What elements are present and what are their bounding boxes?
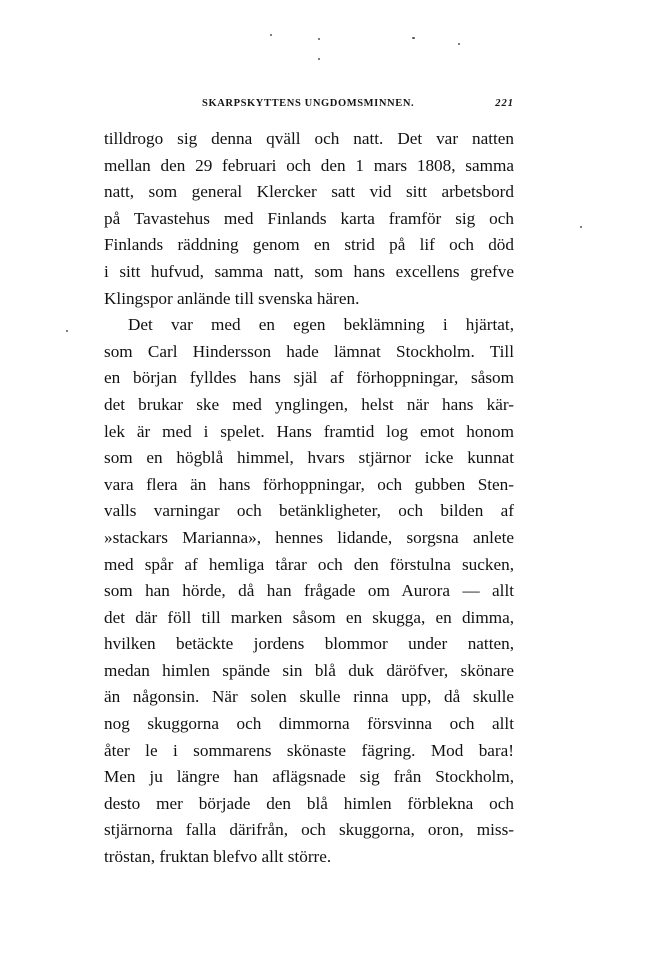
scan-speck [270,34,272,36]
text-line: Klingspor anlände till svenska hären. [104,288,360,308]
text-line: Finlands räddning genom en strid på lif och död [104,235,514,255]
scan-speck [458,43,460,45]
text-line: som en högblå himmel, hvars stjärnor icke kunnat [104,448,514,468]
text-line: på Tavastehus med Finlands karta framför sig och [104,208,514,228]
text-line: tröstan, fruktan blefvo allt större. [104,847,332,867]
text-line: mellan den 29 februari och den 1 mars 1808, samma [104,155,514,175]
text-line: än någonsin. När solen skulle rinna upp, då skulle [104,687,514,707]
text-line: en början fylldes hans själ af förhoppningar, såsom [104,368,514,388]
text-line: i sitt hufvud, samma natt, som hans excellens grefve [104,261,514,281]
text-line: som Carl Hindersson hade lämnat Stockholm. Till [104,341,514,361]
text-line: det brukar ske med ynglingen, helst när hans kär- [104,394,514,414]
text-line: stjärnorna falla därifrån, och skuggorna, oron, miss- [104,820,514,840]
text-line: Men ju längre han aflägsnade sig från Stockholm, [104,767,514,787]
text-line: åter le i sommarens skönaste fägring. Mod bara! [104,740,514,760]
text-line: desto mer började den blå himlen förblekna och [104,793,514,813]
scan-speck [580,226,582,228]
text-line: »stackars Marianna», hennes lidande, sorgsna anlete [104,527,514,547]
text-line: natt, som general Klercker satt vid sitt arbetsbord [104,182,514,202]
scan-speck [66,330,68,332]
scan-speck [412,37,415,39]
text-line: med spår af hemliga tårar och den förstulna sucken, [104,554,514,574]
running-title: SKARPSKYTTENS UNGDOMSMINNEN. [202,98,415,109]
text-line: det där föll till marken såsom en skugga, en dimma, [104,607,514,627]
paragraph-start-line: Det var med en egen beklämning i hjärtat, [128,315,514,335]
scan-speck [318,38,320,40]
text-line: hvilken betäckte jordens blommor under natten, [104,634,514,654]
body-text [104,126,514,871]
page-number: 221 [495,98,514,109]
text-line: lek är med i spelet. Hans framtid log emot honom [104,421,514,441]
scan-speck [318,58,320,60]
text-line: tilldrogo sig denna qväll och natt. Det var natten [104,129,514,148]
text-line: som han hörde, då han frågade om Aurora — allt [104,581,514,601]
running-head [104,98,514,114]
text-line: valls varningar och betänkligheter, och bilden af [104,501,514,521]
text-line: vara flera än hans förhoppningar, och gubben Sten- [104,474,514,494]
text-line: nog skuggorna och dimmorna försvinna och allt [104,714,514,734]
text-line: medan himlen spände sin blå duk däröfver, skönare [104,660,514,680]
